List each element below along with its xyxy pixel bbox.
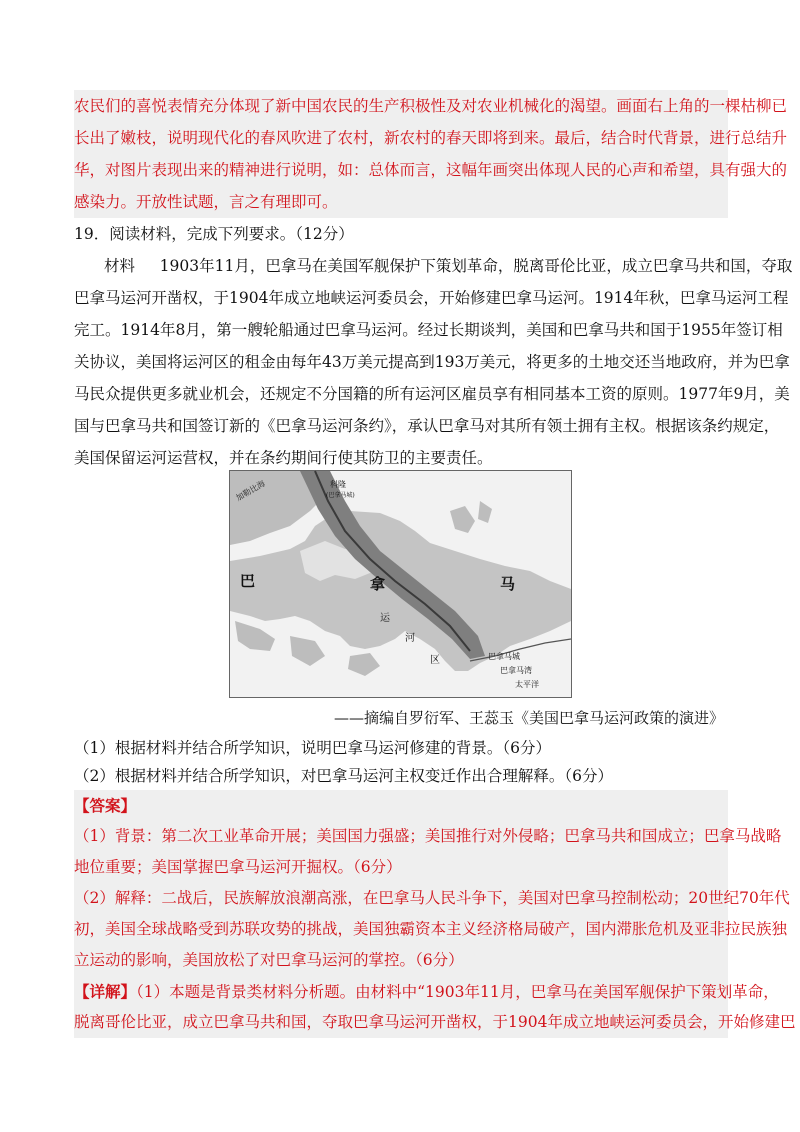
material-text-line: 完工。1914年8月，第一艘轮船通过巴拿马运河。经过长期谈判，美国和巴拿马共和国于1955年签订相 bbox=[74, 321, 783, 339]
answer-line: 初，美国全球战略受到苏联攻势的挑战，美国独霸资本主义经济格局破产，国内滞胀危机及亚非拉民族独 bbox=[74, 920, 788, 938]
answer-label: 【答案】 bbox=[74, 796, 137, 815]
answer-line: 地位重要；美国掌握巴拿马运河开掘权。（6分） bbox=[74, 858, 402, 876]
map-label-colon-sub: (巴拿马城) bbox=[326, 492, 355, 499]
map-caption: ——摘编自罗衍军、王蕊玉《美国巴拿马运河政策的演进》 bbox=[333, 709, 724, 727]
map-label-colon: 科隆 bbox=[330, 480, 346, 489]
material-text-line: 巴拿马运河开凿权，于1904年成立地峡运河委员会，开始修建巴拿马运河。1914年秋，巴拿马运河工程 bbox=[74, 289, 789, 307]
sub-question-2: （2）根据材料并结合所学知识，对巴拿马运河主权变迁作出合理解释。（6分） bbox=[74, 767, 613, 785]
map-label-qu: 区 bbox=[430, 655, 440, 666]
material-text-line: 1903年11月，巴拿马在美国军舰保护下策划革命，脱离哥伦比亚，成立巴拿马共和国，夺取 bbox=[159, 257, 793, 275]
detail-label: 【详解】 bbox=[74, 982, 137, 1001]
question-title: 19．阅读材料，完成下列要求。（12分） bbox=[74, 225, 354, 243]
detail-first-line bbox=[74, 976, 779, 1007]
material-first-line bbox=[74, 250, 793, 282]
map-label-pacific: 太平洋 bbox=[515, 680, 539, 689]
answer-text-line: 感染力。开放性试题，言之有理即可。 bbox=[74, 193, 338, 211]
answer-line: 立运动的影响，美国放松了对巴拿马运河的掌控。（6分） bbox=[74, 951, 464, 969]
map-label-na: 拿 bbox=[370, 575, 386, 593]
answer-line: （2）解释：二战后，民族解放浪潮高涨，在巴拿马人民斗争下，美国对巴拿马控制松动；20世纪70年代 bbox=[74, 889, 790, 907]
material-text-line: 马民众提供更多就业机会，还规定不分国籍的所有运河区雇员享有相同基本工资的原则。1977年9月，美 bbox=[74, 385, 790, 403]
detail-line: 脱离哥伦比亚，成立巴拿马共和国，夺取巴拿马运河开凿权，于1904年成立地峡运河委员会，开始修建巴 bbox=[74, 1013, 796, 1031]
answer-text-line: 农民们的喜悦表情充分体现了新中国农民的生产积极性及对农业机械化的渴望。画面右上角的一棵枯柳已 bbox=[74, 97, 788, 115]
material-text-line: 国与巴拿马共和国签订新的《巴拿马运河条约》，承认巴拿马对其所有领土拥有主权。根据该条约规定， bbox=[74, 417, 780, 435]
detail-line: （1）本题是背景类材料分析题。由材料中“1903年11月，巴拿马在美国军舰保护下策划革命， bbox=[136, 983, 779, 1001]
map-label-panama-city: 巴拿马城 bbox=[488, 652, 520, 661]
map-label-ba: 巴 bbox=[240, 572, 256, 590]
detail-block bbox=[74, 976, 796, 1038]
material-text-line: 美国保留运河运营权，并在条约期间行使其防卫的主要责任。 bbox=[74, 449, 493, 467]
answer-block bbox=[74, 790, 790, 976]
map-label-bay: 巴拿马湾 bbox=[500, 666, 532, 675]
material-paragraph bbox=[74, 250, 793, 474]
answer-text-line: 华，对图片表现出来的精神进行说明，如：总体而言，这幅年画突出体现人民的心声和希望，具有强大的 bbox=[74, 161, 788, 179]
map-label-ma: 马 bbox=[500, 575, 516, 593]
panama-canal-map bbox=[229, 470, 572, 698]
map-label-caribbean: 加勒比海 bbox=[234, 478, 267, 503]
material-text-line: 关协议，美国将运河区的租金由每年43万美元提高到193万美元，将更多的土地交还当地政府，并为巴拿 bbox=[74, 353, 790, 371]
answer-text-line: 长出了嫩枝，说明现代化的春风吹进了农村，新农村的春天即将到来。最后，结合时代背景，进行总结升 bbox=[74, 129, 788, 147]
previous-answer-block bbox=[74, 90, 788, 218]
map-graphic bbox=[230, 471, 571, 697]
map-label-he: 河 bbox=[405, 633, 415, 644]
map-label-canal-zone: 运 bbox=[380, 613, 390, 624]
material-label: 材料 bbox=[104, 257, 136, 275]
sub-question-1: （1）根据材料并结合所学知识，说明巴拿马运河修建的背景。（6分） bbox=[74, 739, 551, 757]
answer-line: （1）背景：第二次工业革命开展；美国国力强盛；美国推行对外侵略；巴拿马共和国成立；巴拿马战略 bbox=[74, 827, 782, 845]
